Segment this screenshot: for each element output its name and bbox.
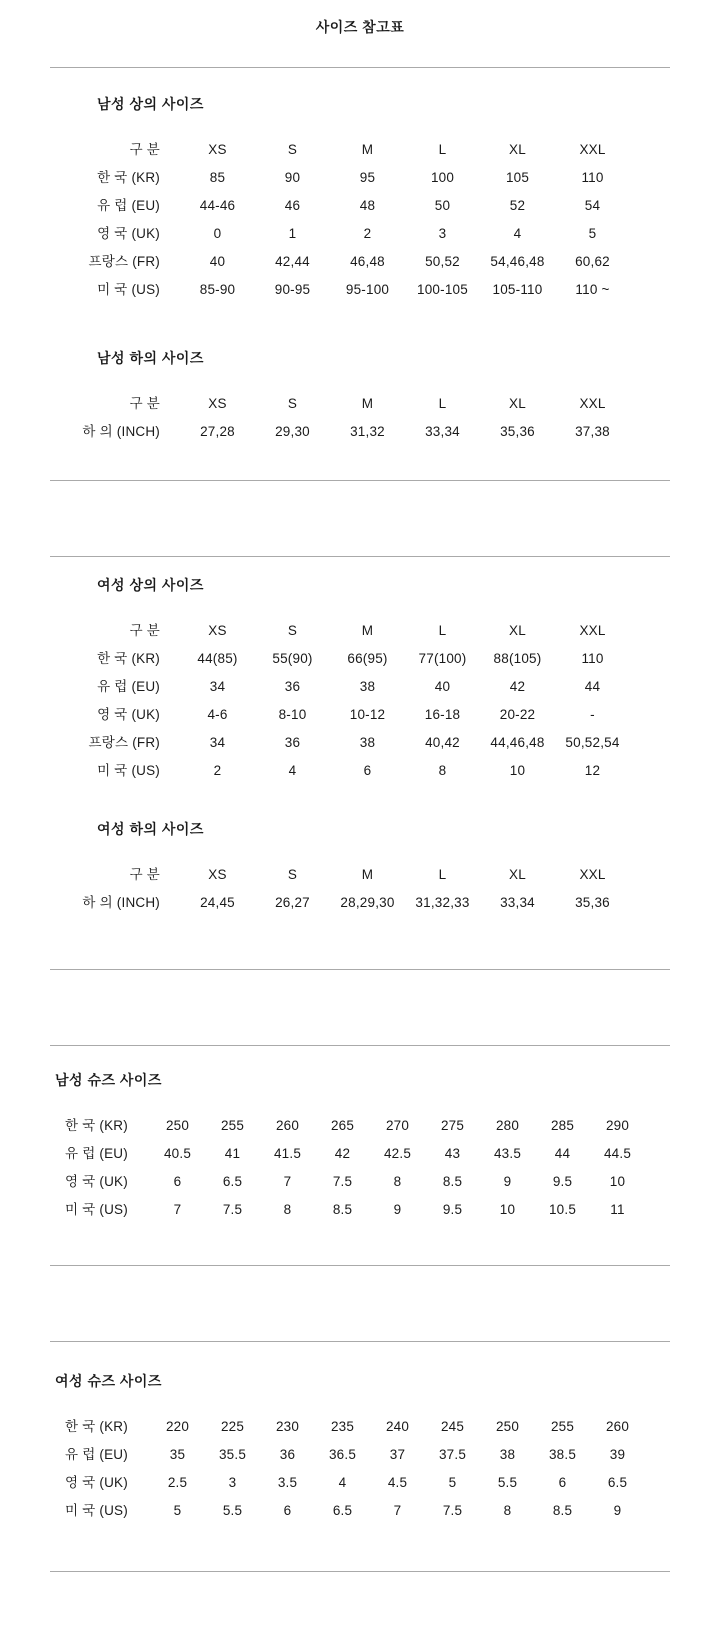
section-divider xyxy=(50,969,670,970)
size-value: 8.5 xyxy=(332,1202,353,1217)
table-row xyxy=(40,1469,645,1497)
table-header-row xyxy=(40,617,630,645)
column-header: S xyxy=(287,396,298,411)
table-row xyxy=(40,673,630,701)
section-divider xyxy=(50,67,670,68)
size-table xyxy=(40,861,630,917)
column-header: XXL xyxy=(579,396,606,411)
size-value: 41.5 xyxy=(273,1146,302,1161)
row-label: 하 의 (INCH) xyxy=(82,895,160,910)
column-header: L xyxy=(438,867,447,882)
size-value: 48 xyxy=(359,198,376,213)
size-value: 8 xyxy=(283,1202,292,1217)
size-value: 35,36 xyxy=(500,424,535,439)
size-value: 36 xyxy=(279,1447,296,1462)
size-value: 230 xyxy=(275,1419,300,1434)
section-title: 여성 상의 사이즈 xyxy=(97,577,204,593)
size-value: 38 xyxy=(359,679,376,694)
size-table xyxy=(40,390,630,446)
size-value: 52 xyxy=(509,198,526,213)
size-value: 2 xyxy=(363,226,372,241)
size-value: 7.5 xyxy=(222,1202,243,1217)
size-value: 2.5 xyxy=(167,1475,188,1490)
size-value: 10 xyxy=(499,1202,516,1217)
size-value: 16-18 xyxy=(424,707,461,722)
spacer xyxy=(0,1224,720,1265)
size-value: 280 xyxy=(495,1118,520,1133)
size-value: 35 xyxy=(169,1447,186,1462)
size-value: 43.5 xyxy=(493,1146,522,1161)
section-title: 여성 하의 사이즈 xyxy=(97,821,204,837)
size-value: 38.5 xyxy=(548,1447,577,1462)
spacer xyxy=(0,917,720,969)
size-value: 46 xyxy=(284,198,301,213)
size-value: 100-105 xyxy=(417,282,468,297)
size-value: 88(105) xyxy=(493,651,542,666)
size-value: 5.5 xyxy=(497,1475,518,1490)
table-row xyxy=(40,276,630,304)
row-label: 영 국 (UK) xyxy=(65,1174,128,1189)
size-value: 6 xyxy=(173,1174,182,1189)
size-value: 3.5 xyxy=(277,1475,298,1490)
column-header: XS xyxy=(208,867,227,882)
size-value: 7 xyxy=(173,1202,182,1217)
column-header: M xyxy=(361,867,374,882)
row-label: 미 국 (US) xyxy=(65,1202,128,1217)
size-value: 35,36 xyxy=(575,895,610,910)
row-label: 유 럽 (EU) xyxy=(65,1447,128,1462)
size-value: 110 xyxy=(581,170,604,185)
size-value: 8 xyxy=(503,1503,512,1518)
column-header: S xyxy=(287,142,298,157)
size-value: 7 xyxy=(393,1503,402,1518)
size-value: 28,29,30 xyxy=(340,895,395,910)
column-header: XS xyxy=(208,623,227,638)
size-value: 5 xyxy=(173,1503,182,1518)
column-header: S xyxy=(287,867,298,882)
row-label: 프랑스 (FR) xyxy=(88,735,160,750)
size-value: 33,34 xyxy=(500,895,535,910)
size-value: 105 xyxy=(505,170,530,185)
size-value: 1 xyxy=(288,226,297,241)
column-header: L xyxy=(438,142,447,157)
size-value: 260 xyxy=(605,1419,630,1434)
size-value: 8.5 xyxy=(442,1174,463,1189)
size-value: 245 xyxy=(440,1419,465,1434)
table-row xyxy=(40,418,630,446)
size-value: 66(95) xyxy=(347,651,388,666)
size-value: 4 xyxy=(513,226,522,241)
section-divider xyxy=(50,1571,670,1572)
section-groups xyxy=(0,67,720,1572)
table-row xyxy=(40,248,630,276)
size-value: 46,48 xyxy=(350,254,385,269)
section-group xyxy=(0,1045,720,1266)
size-table xyxy=(40,617,630,785)
size-value: 10 xyxy=(509,763,526,778)
row-label: 미 국 (US) xyxy=(97,282,160,297)
size-value: 8.5 xyxy=(552,1503,573,1518)
size-value: 2 xyxy=(213,763,222,778)
column-header: XL xyxy=(509,623,526,638)
size-value: 8 xyxy=(438,763,447,778)
size-value: 50,52 xyxy=(425,254,460,269)
size-value: 55(90) xyxy=(272,651,313,666)
column-header: XL xyxy=(509,867,526,882)
size-value: 0 xyxy=(213,226,222,241)
size-value: 6.5 xyxy=(607,1475,628,1490)
table-row xyxy=(40,757,630,785)
row-label: 영 국 (UK) xyxy=(97,707,160,722)
size-value: 3 xyxy=(228,1475,237,1490)
size-value: 255 xyxy=(550,1419,575,1434)
size-value: 40 xyxy=(209,254,226,269)
size-value: 10 xyxy=(609,1174,626,1189)
size-value: 40 xyxy=(434,679,451,694)
row-label: 유 럽 (EU) xyxy=(97,679,160,694)
size-value: 39 xyxy=(609,1447,626,1462)
size-value: 29,30 xyxy=(275,424,310,439)
size-value: 6.5 xyxy=(332,1503,353,1518)
size-value: 40,42 xyxy=(425,735,460,750)
size-value: 37,38 xyxy=(575,424,610,439)
size-value: 8-10 xyxy=(278,707,307,722)
row-label: 영 국 (UK) xyxy=(97,226,160,241)
row-label: 한 국 (KR) xyxy=(65,1419,128,1434)
table-row xyxy=(40,1441,645,1469)
size-value: 31,32,33 xyxy=(415,895,470,910)
size-value: 38 xyxy=(499,1447,516,1462)
size-value: 6 xyxy=(558,1475,567,1490)
page-title: 사이즈 참고표 xyxy=(315,19,405,35)
size-value: 270 xyxy=(385,1118,410,1133)
size-value: 260 xyxy=(275,1118,300,1133)
size-value: 4.5 xyxy=(387,1475,408,1490)
size-value: 7.5 xyxy=(442,1503,463,1518)
table-header-row xyxy=(40,390,630,418)
row-label: 영 국 (UK) xyxy=(65,1475,128,1490)
size-value: 4 xyxy=(338,1475,347,1490)
size-value: 8 xyxy=(393,1174,402,1189)
section-group xyxy=(0,556,720,970)
table-row xyxy=(40,164,630,192)
size-value: 95 xyxy=(359,170,376,185)
size-value: 35.5 xyxy=(218,1447,247,1462)
column-header: M xyxy=(361,142,374,157)
size-value: 9 xyxy=(613,1503,622,1518)
table-row xyxy=(40,220,630,248)
size-value: 4 xyxy=(288,763,297,778)
size-value: 41 xyxy=(224,1146,241,1161)
column-header: L xyxy=(438,623,447,638)
column-header: XXL xyxy=(579,142,606,157)
column-header: XL xyxy=(509,396,526,411)
size-value: 60,62 xyxy=(575,254,610,269)
size-value: 42 xyxy=(334,1146,351,1161)
column-header: M xyxy=(361,396,374,411)
table-header-row xyxy=(40,861,630,889)
size-value: - xyxy=(590,707,595,722)
size-value: 250 xyxy=(165,1118,190,1133)
table-row xyxy=(40,701,630,729)
table-row xyxy=(40,192,630,220)
size-value: 31,32 xyxy=(350,424,385,439)
size-value: 43 xyxy=(444,1146,461,1161)
row-label: 한 국 (KR) xyxy=(65,1118,128,1133)
row-label: 구 분 xyxy=(129,142,160,157)
size-value: 10.5 xyxy=(548,1202,577,1217)
section-title: 남성 슈즈 사이즈 xyxy=(55,1072,162,1088)
size-value: 44.5 xyxy=(603,1146,632,1161)
section-divider xyxy=(50,1045,670,1046)
size-value: 4-6 xyxy=(207,707,228,722)
size-table xyxy=(40,1112,645,1224)
row-label: 한 국 (KR) xyxy=(97,651,160,666)
table-row xyxy=(40,1140,645,1168)
section-divider xyxy=(50,556,670,557)
row-label: 프랑스 (FR) xyxy=(88,254,160,269)
size-value: 44 xyxy=(554,1146,571,1161)
size-value: 44(85) xyxy=(197,651,238,666)
size-value: 50,52,54 xyxy=(565,735,620,750)
size-value: 250 xyxy=(495,1419,520,1434)
row-label: 미 국 (US) xyxy=(97,763,160,778)
size-value: 90-95 xyxy=(274,282,311,297)
size-value: 12 xyxy=(584,763,601,778)
size-value: 85-90 xyxy=(199,282,236,297)
row-label: 한 국 (KR) xyxy=(97,170,160,185)
row-label: 유 럽 (EU) xyxy=(65,1146,128,1161)
section-group xyxy=(0,1341,720,1572)
size-value: 7 xyxy=(283,1174,292,1189)
size-value: 42,44 xyxy=(275,254,310,269)
size-value: 5 xyxy=(588,226,597,241)
size-value: 42.5 xyxy=(383,1146,412,1161)
size-value: 275 xyxy=(440,1118,465,1133)
size-value: 40.5 xyxy=(163,1146,192,1161)
section-group xyxy=(0,67,720,481)
size-value: 54,46,48 xyxy=(490,254,545,269)
size-value: 240 xyxy=(385,1419,410,1434)
section-divider xyxy=(50,1341,670,1342)
table-row xyxy=(40,1168,645,1196)
row-label: 유 럽 (EU) xyxy=(97,198,160,213)
size-value: 44,46,48 xyxy=(490,735,545,750)
spacer xyxy=(0,446,720,480)
table-row xyxy=(40,1112,645,1140)
section-divider xyxy=(50,480,670,481)
column-header: XXL xyxy=(579,623,606,638)
size-value: 6 xyxy=(363,763,372,778)
column-header: S xyxy=(287,623,298,638)
table-row xyxy=(40,1497,645,1525)
size-value: 37.5 xyxy=(438,1447,467,1462)
size-value: 3 xyxy=(438,226,447,241)
row-label: 구 분 xyxy=(129,623,160,638)
size-value: 24,45 xyxy=(200,895,235,910)
size-value: 90 xyxy=(284,170,301,185)
row-label: 구 분 xyxy=(129,867,160,882)
row-label: 미 국 (US) xyxy=(65,1503,128,1518)
size-value: 290 xyxy=(605,1118,630,1133)
size-value: 36.5 xyxy=(328,1447,357,1462)
size-value: 38 xyxy=(359,735,376,750)
size-value: 50 xyxy=(434,198,451,213)
size-value: 10-12 xyxy=(349,707,386,722)
size-value: 9 xyxy=(503,1174,512,1189)
size-value: 9.5 xyxy=(442,1202,463,1217)
row-label: 구 분 xyxy=(129,396,160,411)
size-value: 265 xyxy=(330,1118,355,1133)
section-title: 남성 하의 사이즈 xyxy=(97,350,204,366)
size-value: 6.5 xyxy=(222,1174,243,1189)
size-value: 220 xyxy=(165,1419,190,1434)
section-title: 여성 슈즈 사이즈 xyxy=(55,1373,162,1389)
size-value: 20-22 xyxy=(499,707,536,722)
size-value: 34 xyxy=(209,735,226,750)
table-row xyxy=(40,645,630,673)
size-value: 11 xyxy=(610,1202,625,1217)
size-value: 105-110 xyxy=(492,282,543,297)
size-value: 26,27 xyxy=(275,895,310,910)
size-table xyxy=(40,136,630,304)
table-row xyxy=(40,729,630,757)
size-value: 44 xyxy=(584,679,601,694)
table-header-row xyxy=(40,136,630,164)
column-header: M xyxy=(361,623,374,638)
size-value: 36 xyxy=(284,679,301,694)
size-value: 110 xyxy=(581,651,604,666)
size-value: 37 xyxy=(389,1447,406,1462)
size-value: 285 xyxy=(550,1118,575,1133)
size-value: 77(100) xyxy=(418,651,467,666)
size-value: 235 xyxy=(330,1419,355,1434)
size-value: 42 xyxy=(509,679,526,694)
size-value: 95-100 xyxy=(345,282,390,297)
size-value: 54 xyxy=(584,198,601,213)
size-value: 255 xyxy=(220,1118,245,1133)
section-divider xyxy=(50,1265,670,1266)
column-header: XS xyxy=(208,142,227,157)
spacer xyxy=(0,1525,720,1571)
column-header: XL xyxy=(509,142,526,157)
size-value: 36 xyxy=(284,735,301,750)
size-value: 110 ~ xyxy=(575,282,610,297)
column-header: L xyxy=(438,396,447,411)
table-row xyxy=(40,889,630,917)
size-value: 5.5 xyxy=(222,1503,243,1518)
size-value: 34 xyxy=(209,679,226,694)
size-value: 85 xyxy=(209,170,226,185)
size-value: 44-46 xyxy=(199,198,236,213)
section-title: 남성 상의 사이즈 xyxy=(97,96,204,112)
table-row xyxy=(40,1413,645,1441)
size-value: 33,34 xyxy=(425,424,460,439)
size-table xyxy=(40,1413,645,1525)
size-value: 9 xyxy=(393,1202,402,1217)
size-value: 9.5 xyxy=(552,1174,573,1189)
size-value: 100 xyxy=(430,170,455,185)
row-label: 하 의 (INCH) xyxy=(82,424,160,439)
size-value: 6 xyxy=(283,1503,292,1518)
column-header: XXL xyxy=(579,867,606,882)
column-header: XS xyxy=(208,396,227,411)
size-value: 5 xyxy=(448,1475,457,1490)
size-value: 27,28 xyxy=(200,424,235,439)
table-row xyxy=(40,1196,645,1224)
size-value: 7.5 xyxy=(332,1174,353,1189)
size-value: 225 xyxy=(220,1419,245,1434)
